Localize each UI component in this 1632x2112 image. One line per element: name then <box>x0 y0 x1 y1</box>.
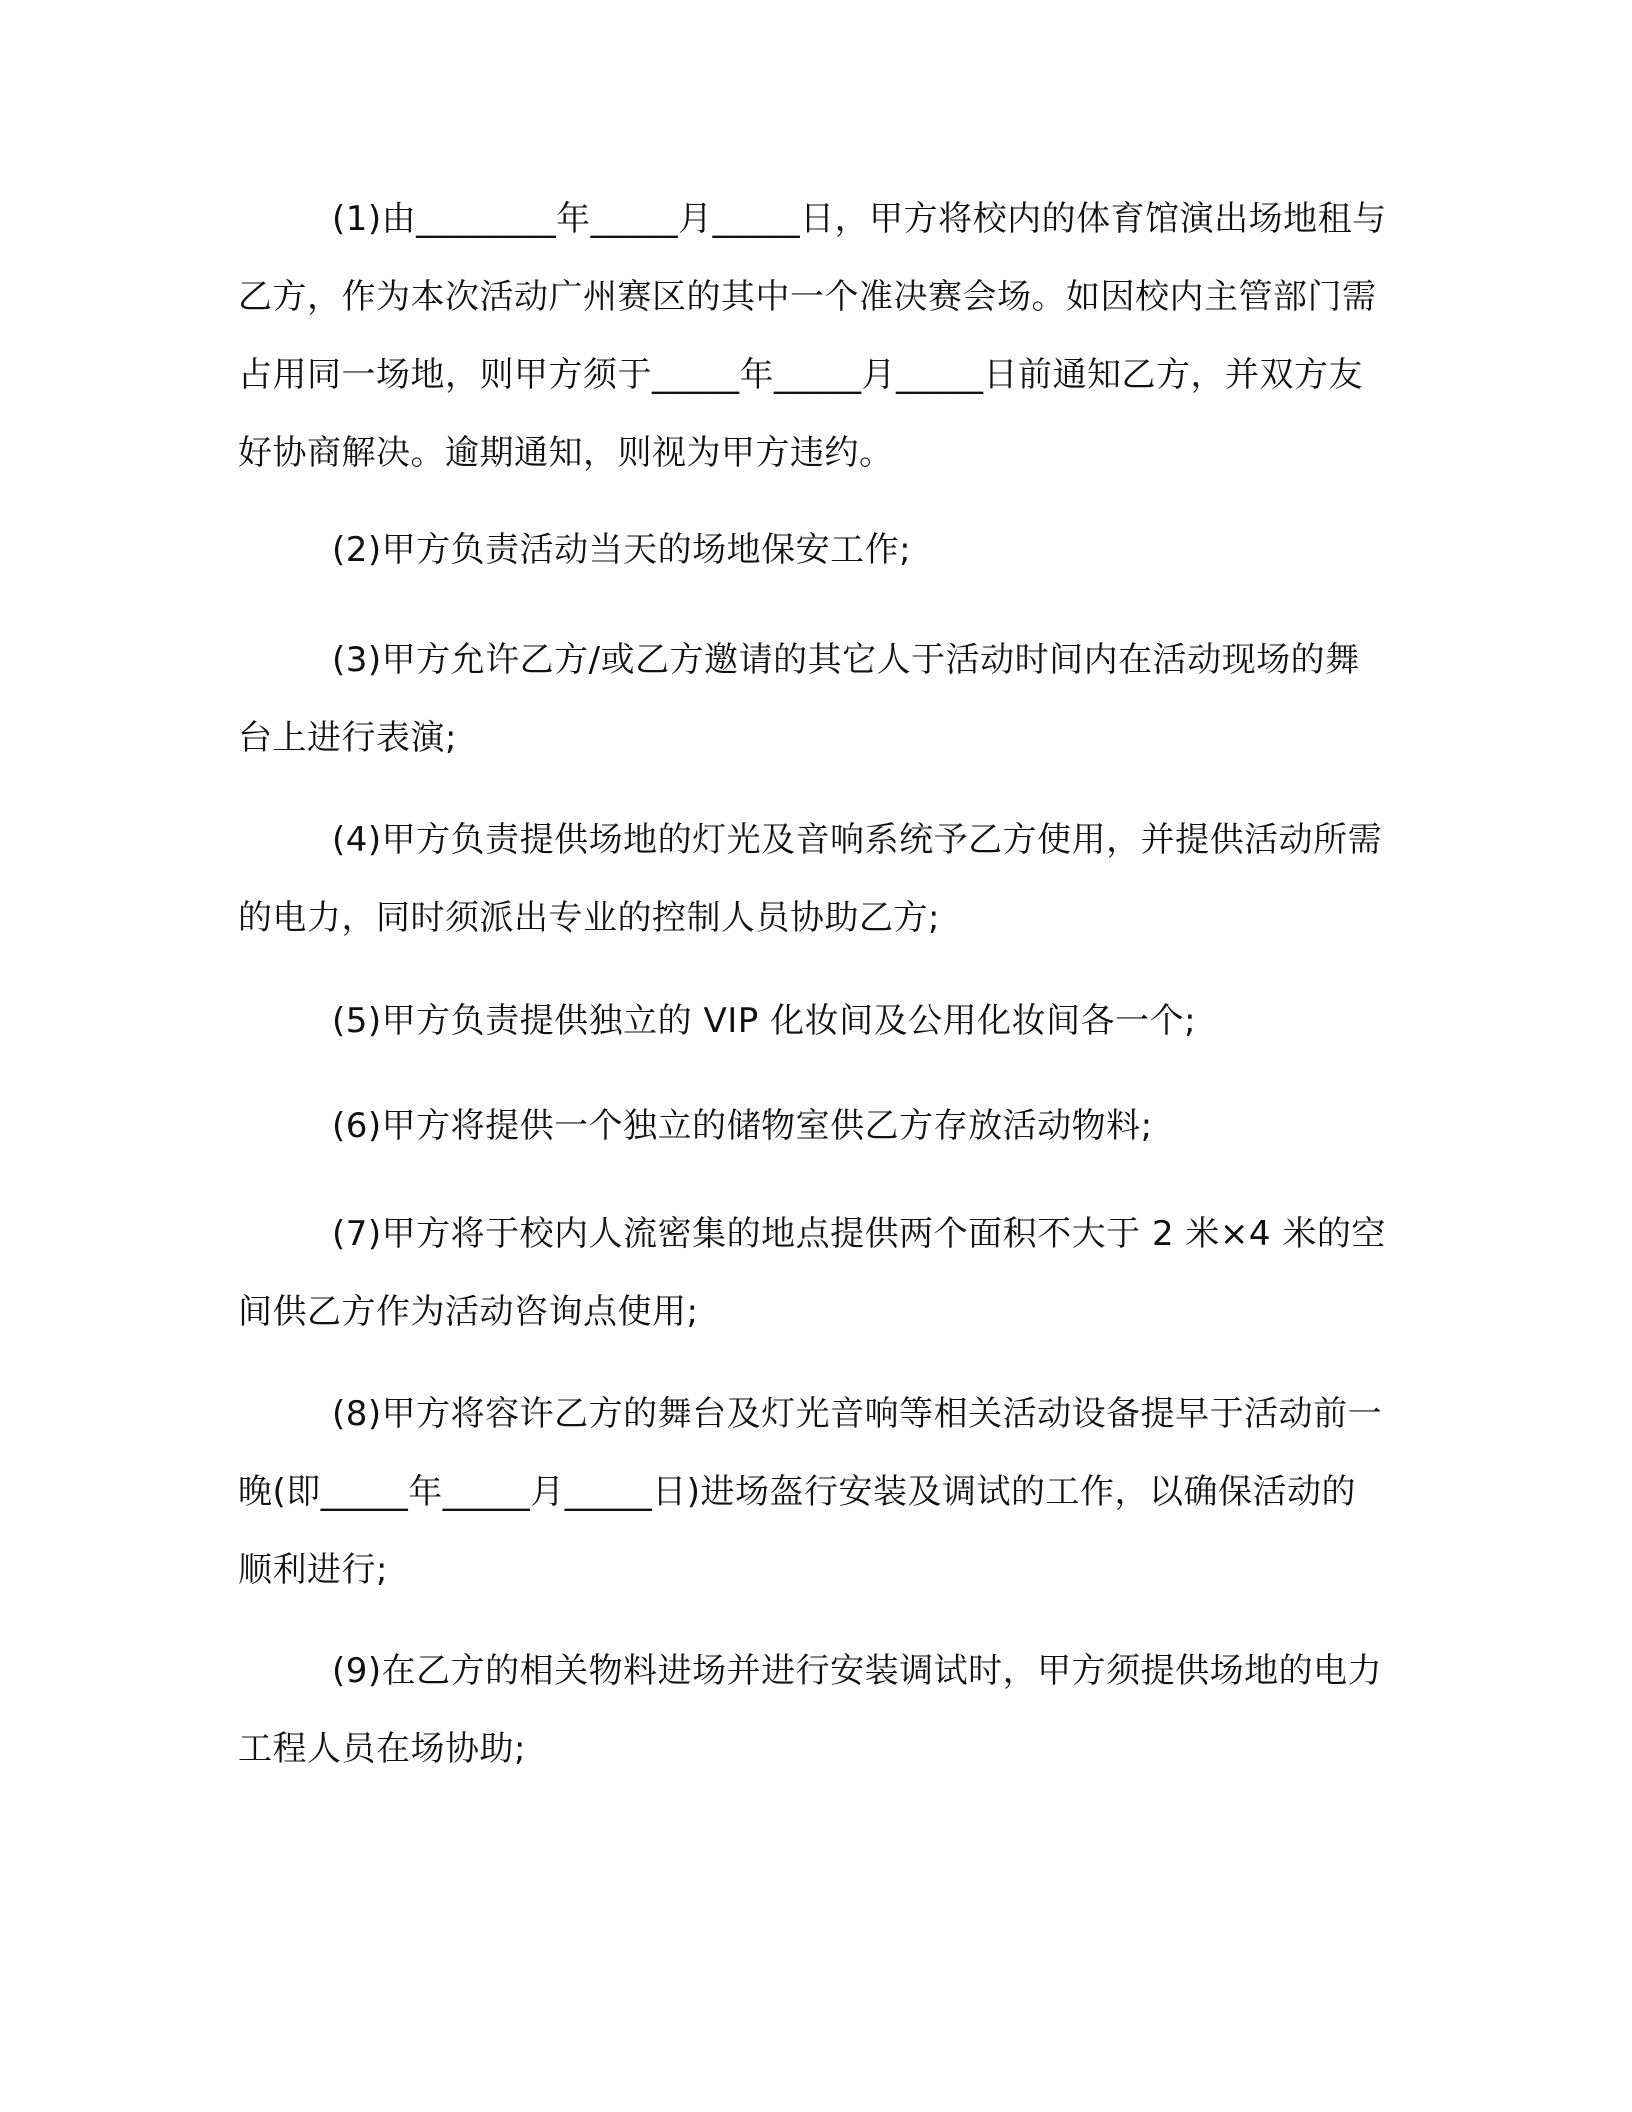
clause-2: (2)甲方负责活动当天的场地保安工作; <box>332 530 912 570</box>
clause-3: (3)甲方允许乙方/或乙方邀请的其它人于活动时间内在活动现场的舞台上进行表演; <box>238 640 1360 758</box>
clause-9: (9)在乙方的相关物料进场并进行安装调试时，甲方须提供场地的电力工程人员在场协助; <box>238 1651 1383 1769</box>
clause-7: (7)甲方将于校内人流密集的地点提供两个面积不大于 2 米×4 米的空间供乙方作为活动咨询点使用; <box>238 1214 1386 1332</box>
clause-1: (1)由________年_____月_____日，甲方将校内的体育馆演出场地租与乙方，作为本次活动广州赛区的其中一个准决赛会场。如因校内主管部门需占用同一场地，则甲方须于_____年_____月_____日前通知乙方，并双方友好协商解决。逾期通知，则视为甲方违约。 <box>238 199 1387 473</box>
clause-5: (5)甲方负责提供独立的 VIP 化妆间及公用化妆间各一个; <box>332 1001 1197 1041</box>
clause-6: (6)甲方将提供一个独立的储物室供乙方存放活动物料; <box>332 1106 1153 1146</box>
clause-4: (4)甲方负责提供场地的灯光及音响系统予乙方使用，并提供活动所需的电力，同时须派出专业的控制人员协助乙方; <box>238 820 1383 938</box>
clause-8: (8)甲方将容许乙方的舞台及灯光音响等相关活动设备提早于活动前一晚(即_____年_____月_____日)进场盔行安装及调试的工作，以确保活动的顺利进行; <box>238 1394 1383 1590</box>
